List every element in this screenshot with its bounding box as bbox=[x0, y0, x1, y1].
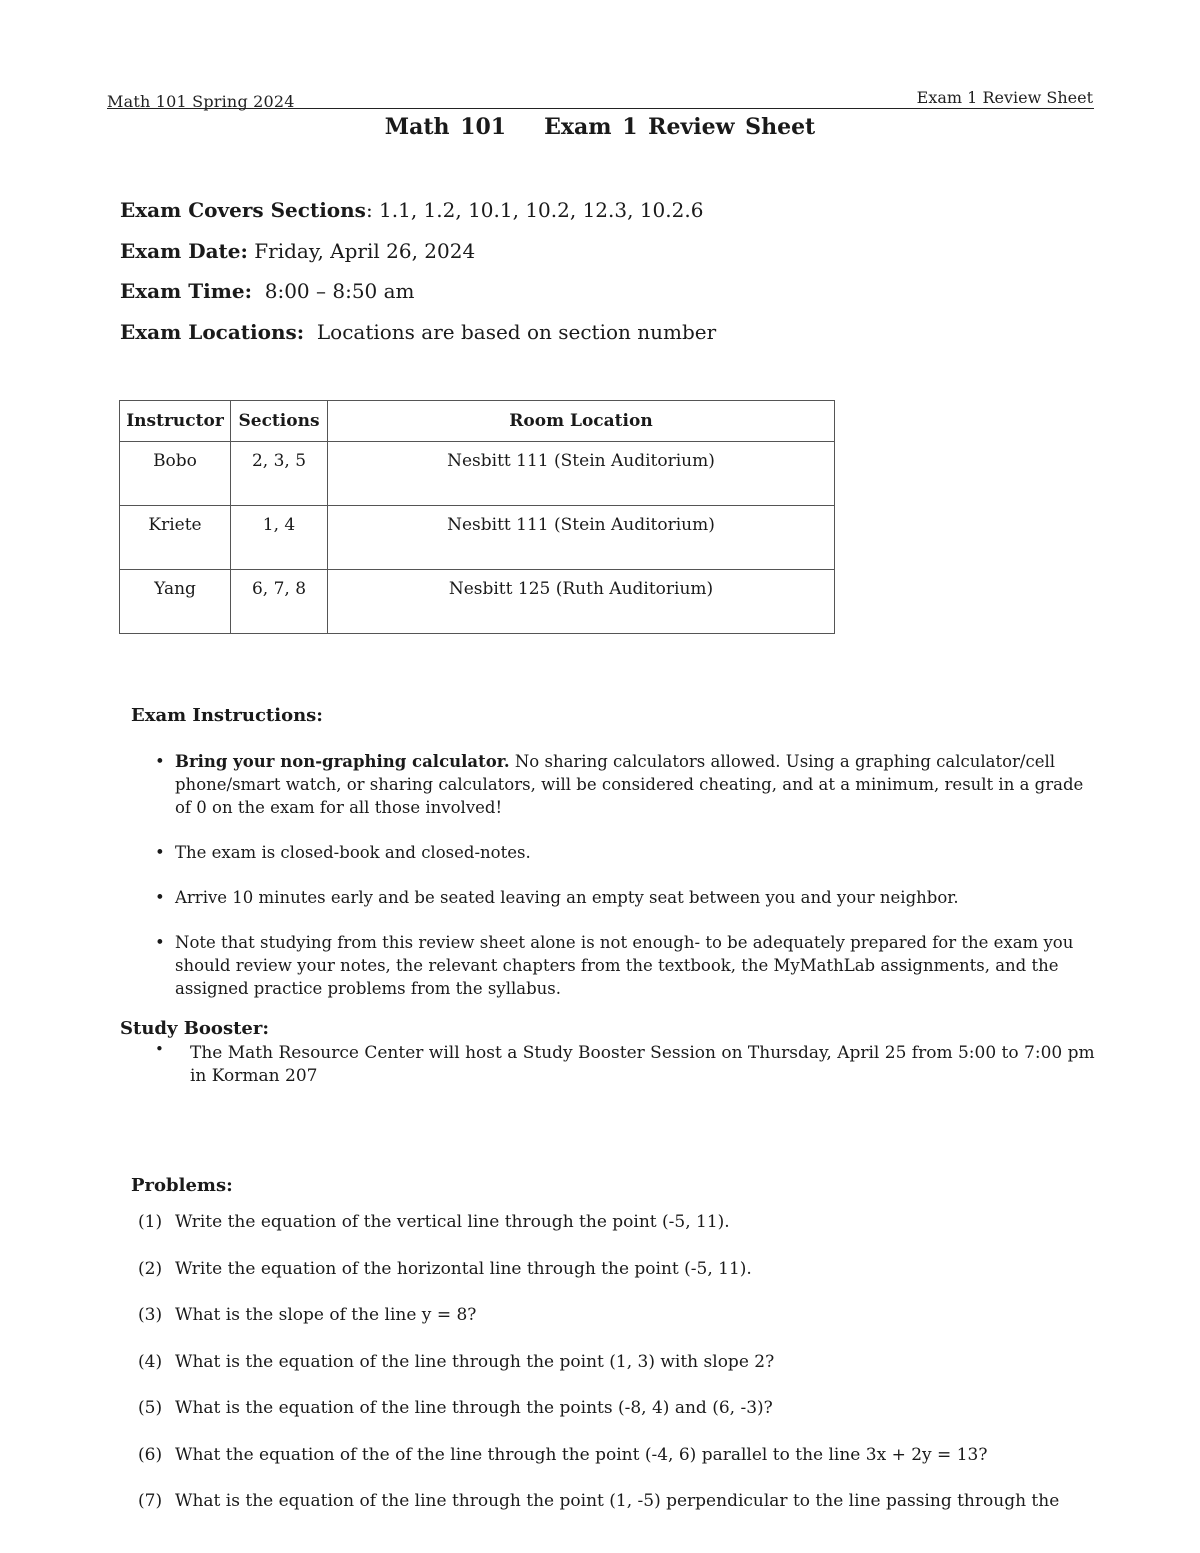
booster-heading: Study Booster: bbox=[120, 1018, 269, 1039]
info-time-value: 8:00 – 8:50 am bbox=[252, 279, 415, 303]
problem-text: Write the equation of the vertical line through the point (-5, 11). bbox=[175, 1212, 730, 1232]
list-item: • The Math Resource Center will host a Study Booster Session on Thursday, April 25 from 5:00 to 7:00 pm in Korman 207 bbox=[155, 1042, 1105, 1088]
problem-number: (1) bbox=[138, 1212, 163, 1232]
cell-sections: 6, 7, 8 bbox=[231, 570, 328, 634]
instructions-list bbox=[155, 750, 1100, 1022]
cell-room: Nesbitt 111 (Stein Auditorium) bbox=[328, 506, 835, 570]
cell-sections: 2, 3, 5 bbox=[231, 442, 328, 506]
table-header-row bbox=[120, 401, 835, 442]
problem-item bbox=[138, 1398, 1093, 1445]
problems-heading: Problems: bbox=[131, 1175, 233, 1196]
list-item bbox=[155, 750, 1100, 819]
info-date bbox=[120, 239, 475, 263]
info-time-label: Exam Time: bbox=[120, 279, 253, 303]
cell-sections: 1, 4 bbox=[231, 506, 328, 570]
title-course: Math 101 bbox=[384, 114, 507, 140]
problem-number: (5) bbox=[138, 1398, 163, 1418]
problem-item bbox=[138, 1305, 1093, 1352]
problem-text: What is the equation of the line through the point (1, 3) with slope 2? bbox=[175, 1351, 775, 1372]
info-sections-label: Exam Covers Sections bbox=[120, 198, 366, 222]
list-item bbox=[155, 931, 1100, 1000]
problem-item bbox=[138, 1212, 1093, 1259]
problem-item bbox=[138, 1445, 1093, 1492]
cell-room: Nesbitt 111 (Stein Auditorium) bbox=[328, 442, 835, 506]
title-name: Exam 1 Review Sheet bbox=[544, 114, 816, 140]
problem-text: What is the slope of the line y = 8? bbox=[175, 1305, 477, 1325]
cell-instructor: Yang bbox=[120, 570, 231, 634]
info-time bbox=[120, 279, 415, 303]
instruction-text: The exam is closed-book and closed-notes. bbox=[175, 843, 531, 862]
info-locations bbox=[120, 320, 716, 344]
room-location-table bbox=[119, 400, 835, 634]
header-doc-title: Exam 1 Review Sheet bbox=[916, 88, 1093, 107]
instruction-bold: Bring your non-graphing calculator. bbox=[175, 752, 510, 771]
problem-text: What the equation of the of the line through the point (-4, 6) parallel to the line 3x + 2y = 13? bbox=[175, 1444, 988, 1465]
instruction-text: No sharing calculators allowed. Using a graphing calculator/cell phone/smart watch, or sharing calculators, will be considered cheating, and at a minimum, result in a grade of 0 on the exam for all those involved! bbox=[175, 752, 1084, 817]
table-row bbox=[120, 570, 835, 634]
info-locations-value: Locations are based on section number bbox=[304, 320, 717, 344]
problem-number: (6) bbox=[138, 1444, 163, 1465]
booster-list bbox=[155, 1042, 1105, 1088]
instructions-heading: Exam Instructions: bbox=[131, 705, 323, 726]
problem-item bbox=[138, 1352, 1093, 1399]
problems-list bbox=[138, 1212, 1093, 1538]
header-rule bbox=[107, 108, 1094, 109]
problem-text: What is the equation of the line through the point (1, -5) perpendicular to the line passing through the bbox=[175, 1491, 1060, 1511]
problem-item bbox=[138, 1259, 1093, 1306]
problem-number: (7) bbox=[138, 1491, 163, 1511]
list-item bbox=[155, 841, 1100, 864]
table-header-room: Room Location bbox=[328, 401, 835, 442]
problem-item bbox=[138, 1491, 1093, 1538]
instruction-text: Arrive 10 minutes early and be seated leaving an empty seat between you and your neighbor. bbox=[175, 888, 959, 907]
problem-number: (2) bbox=[138, 1258, 163, 1279]
header-course-term: Math 101 Spring 2024 bbox=[107, 92, 295, 111]
problem-number: (4) bbox=[138, 1351, 163, 1372]
instruction-text: Note that studying from this review sheet alone is not enough- to be adequately prepared for the exam you should review your notes, the relevant chapters from the textbook, the MyMathLab assignments, and the assigned practice problems from the syllabus. bbox=[175, 933, 1074, 998]
list-item bbox=[155, 886, 1100, 909]
problem-text: Write the equation of the horizontal line through the point (-5, 11). bbox=[175, 1258, 752, 1279]
cell-instructor: Bobo bbox=[120, 442, 231, 506]
info-date-label: Exam Date: bbox=[120, 239, 248, 263]
info-sections-value: : 1.1, 1.2, 10.1, 10.2, 12.3, 10.2.6 bbox=[365, 198, 704, 222]
info-date-value: Friday, April 26, 2024 bbox=[247, 239, 476, 263]
table-header-instructor: Instructor bbox=[120, 401, 231, 442]
cell-instructor: Kriete bbox=[120, 506, 231, 570]
table-row bbox=[120, 442, 835, 506]
page-title bbox=[0, 114, 1200, 140]
table-header-sections: Sections bbox=[231, 401, 328, 442]
info-locations-label: Exam Locations: bbox=[120, 320, 305, 344]
table-row bbox=[120, 506, 835, 570]
cell-room: Nesbitt 125 (Ruth Auditorium) bbox=[328, 570, 835, 634]
problem-text: What is the equation of the line through the points (-8, 4) and (6, -3)? bbox=[175, 1398, 773, 1418]
problem-number: (3) bbox=[138, 1305, 163, 1325]
info-sections bbox=[120, 198, 703, 222]
